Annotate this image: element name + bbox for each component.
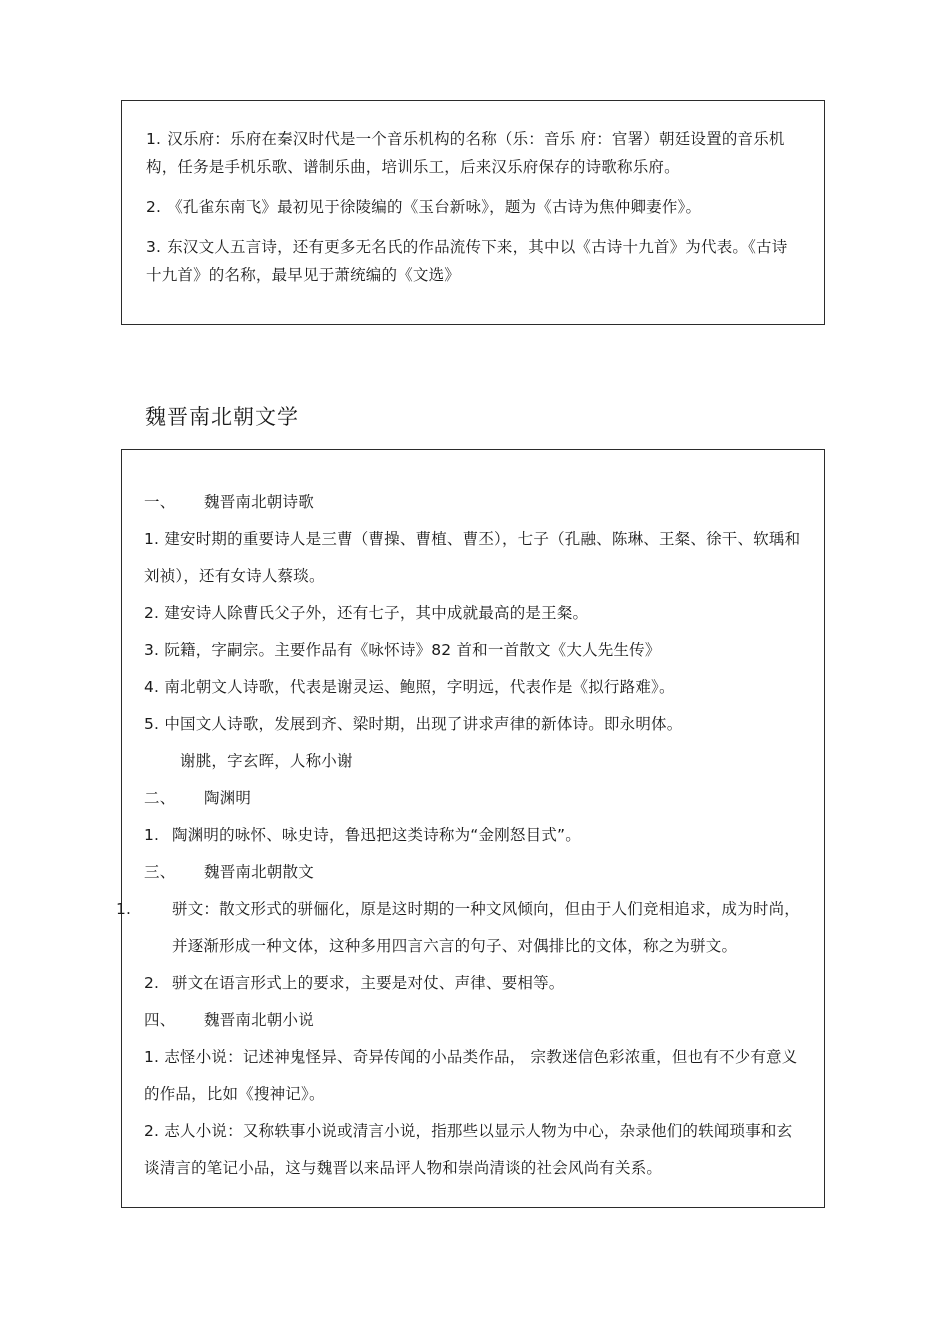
note-number: 2. xyxy=(146,198,162,216)
list-item: 2. 志人小说：又称轶事小说或清言小说，指那些以显示人物为中心，杂录他们的轶闻琐事和玄谈清言的笔记小品，这与魏晋以来品评人物和崇尚清谈的社会风尚有关系。 xyxy=(144,1122,793,1177)
note-text: 汉乐府：乐府在秦汉时代是一个音乐机构的名称（乐：音乐 府：官署）朝廷设置的音乐机构，任务是手机乐歌、谱制乐曲，培训乐工，后来汉乐府保存的诗歌称乐府。 xyxy=(146,130,785,176)
heading-text: 陶渊明 xyxy=(204,789,252,807)
heading-text: 魏晋南北朝散文 xyxy=(204,863,314,881)
list-item xyxy=(116,891,806,965)
list-item xyxy=(144,965,806,1002)
notes-box-han xyxy=(121,100,825,325)
note-number: 1. xyxy=(146,130,162,148)
note-item xyxy=(146,233,802,289)
heading-number: 二、 xyxy=(144,789,176,807)
list-item: 1. 建安时期的重要诗人是三曹（曹操、曹植、曹丕），七子（孔融、陈琳、王粲、徐干、软瑀和刘祯），还有女诗人蔡琰。 xyxy=(144,530,801,585)
list-item xyxy=(144,817,806,854)
list-item: 1. 志怪小说：记述神鬼怪异、奇异传闻的小品类作品， 宗教迷信色彩浓重，但也有不少有意义的作品，比如《搜神记》。 xyxy=(144,1048,798,1103)
heading-number: 四、 xyxy=(144,1011,176,1029)
heading-fiction xyxy=(144,1002,806,1039)
note-text: 东汉文人五言诗，还有更多无名氏的作品流传下来，其中以《古诗十九首》为代表。《古诗十九首》的名称，最早见于萧统编的《文选》 xyxy=(146,238,788,284)
note-item xyxy=(146,125,802,181)
heading-prose xyxy=(144,854,806,891)
heading-poetry xyxy=(144,484,806,521)
heading-text: 魏晋南北朝诗歌 xyxy=(204,493,314,511)
list-item: 3. 阮籍，字嗣宗。主要作品有《咏怀诗》82 首和一首散文《大人先生传》 xyxy=(144,641,661,659)
heading-number: 一、 xyxy=(144,493,176,511)
item-number: 1. xyxy=(116,900,132,918)
item-text: 骈文在语言形式上的要求，主要是对仗、声律、要相等。 xyxy=(172,974,565,992)
heading-tao xyxy=(144,780,806,817)
list-item: 2. 建安诗人除曹氏父子外，还有七子，其中成就最高的是王粲。 xyxy=(144,604,589,622)
notes-box-weijin xyxy=(116,449,825,1208)
list-item: 5. 中国文人诗歌，发展到齐、梁时期，出现了讲求声律的新体诗。即永明体。 xyxy=(144,715,683,733)
section-title: 魏晋南北朝文学 xyxy=(145,405,299,429)
note-item xyxy=(146,193,802,221)
heading-number: 三、 xyxy=(144,863,176,881)
note-text: 《孔雀东南飞》最初见于徐陵编的《玉台新咏》，题为《古诗为焦仲卿妻作》。 xyxy=(167,198,702,216)
item-number: 2. xyxy=(144,974,160,992)
note-number: 3. xyxy=(146,238,162,256)
item-number: 1. xyxy=(144,826,160,844)
item-text: 骈文：散文形式的骈俪化，原是这时期的一种文风倾向，但由于人们竞相追求，成为时尚，并逐渐形成一种文体，这种多用四言六言的句子、对偶排比的文体，称之为骈文。 xyxy=(172,900,801,955)
list-note: 谢朓，字玄晖，人称小谢 xyxy=(180,752,353,770)
item-text: 陶渊明的咏怀、咏史诗，鲁迅把这类诗称为“金刚怒目式”。 xyxy=(172,826,581,844)
heading-text: 魏晋南北朝小说 xyxy=(204,1011,314,1029)
list-item: 4. 南北朝文人诗歌，代表是谢灵运、鲍照，字明远，代表作是《拟行路难》。 xyxy=(144,678,675,696)
